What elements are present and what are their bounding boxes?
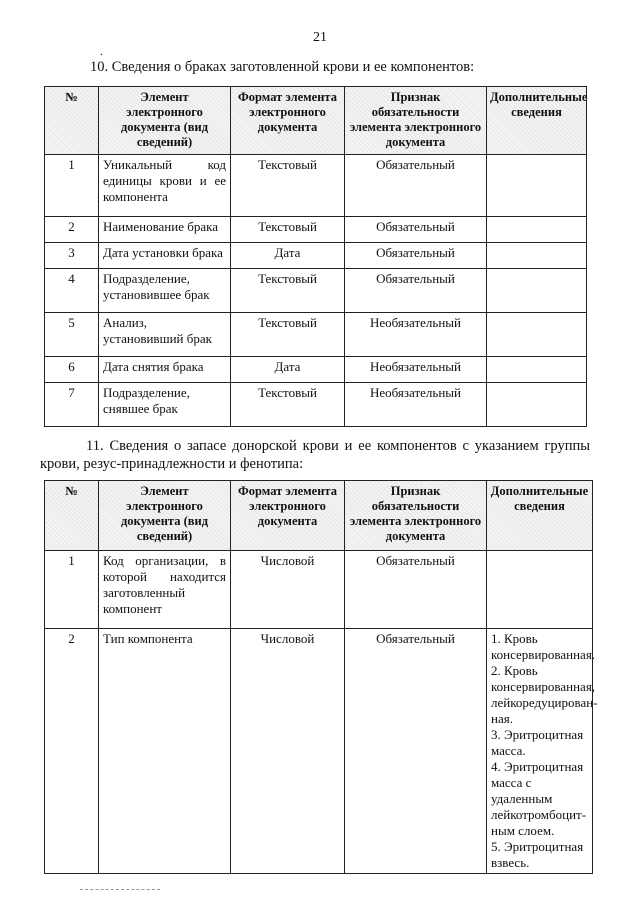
section-11-heading-text: 11. Сведения о запасе донорской крови и ее компонентов с указанием группы крови, резус-принадлежности и фенотипа:	[40, 438, 590, 472]
blood-stock-table	[44, 480, 598, 874]
section-10-heading: 10. Сведения о браках заготовленной крови и ее компонентов:	[90, 59, 475, 75]
row-extra	[487, 383, 587, 427]
row-extra	[487, 551, 593, 629]
col-header-number: №	[45, 87, 99, 155]
row-number: 7	[45, 383, 99, 427]
row-extra	[487, 629, 598, 874]
col-header-required: Признак обязательности элемента электронного документа	[345, 87, 487, 155]
table-row	[45, 313, 587, 357]
component-type-item: 3. Эритроцитная масса.	[491, 727, 584, 758]
table-row	[45, 357, 587, 383]
row-number: 1	[45, 155, 99, 217]
row-element: Наименование брака	[99, 217, 231, 243]
marriage-info-table	[44, 86, 587, 427]
row-number: 4	[45, 269, 99, 313]
row-extra	[487, 243, 587, 269]
row-extra	[487, 155, 587, 217]
row-number: 2	[45, 217, 99, 243]
row-number: 6	[45, 357, 99, 383]
row-extra	[487, 217, 587, 243]
row-element: Уникальный код единицы крови и ее компонента	[99, 155, 231, 217]
scan-mark: .	[100, 44, 103, 58]
col-header-format: Формат элемента электронного документа	[231, 87, 345, 155]
row-extra	[487, 357, 587, 383]
row-format: Числовой	[231, 551, 345, 629]
col-header-element: Элемент электронного документа (вид сведений)	[99, 87, 231, 155]
col-header-required: Признак обязательности элемента электронного документа	[345, 481, 487, 551]
row-format: Текстовый	[231, 155, 345, 217]
row-number: 2	[45, 629, 99, 874]
row-extra	[487, 313, 587, 357]
row-number: 1	[45, 551, 99, 629]
row-format: Дата	[231, 243, 345, 269]
row-element: Подразделение, снявшее брак	[99, 383, 231, 427]
row-element: Подразделение, установившее брак	[99, 269, 231, 313]
col-header-element: Элемент электронного документа (вид сведений)	[99, 481, 231, 551]
table-row	[45, 383, 587, 427]
table-row	[45, 269, 587, 313]
row-format: Дата	[231, 357, 345, 383]
table-row	[45, 551, 593, 629]
row-element: Дата установки брака	[99, 243, 231, 269]
component-type-item: 4. Эритроцитная масса с удаленным лейкотромбоцит-ным слоем.	[491, 759, 587, 838]
row-element: Код организации, в которой находится заготовленный компонент	[99, 551, 231, 629]
section-11-heading	[40, 437, 590, 473]
table-row	[45, 155, 587, 217]
table-row	[45, 629, 593, 874]
component-type-item: 1. Кровь консервированная.	[491, 631, 596, 662]
row-format: Текстовый	[231, 269, 345, 313]
row-format: Текстовый	[231, 383, 345, 427]
table-row	[45, 217, 587, 243]
row-format: Числовой	[231, 629, 345, 874]
row-required: Обязательный	[345, 269, 487, 313]
row-required: Необязательный	[345, 357, 487, 383]
row-element: Дата снятия брака	[99, 357, 231, 383]
col-header-extra: Дополнительные сведения	[487, 87, 587, 155]
row-element: Анализ, установивший брак	[99, 313, 231, 357]
row-format: Текстовый	[231, 313, 345, 357]
footer-divider	[80, 889, 160, 890]
row-required: Необязательный	[345, 383, 487, 427]
row-required: Необязательный	[345, 313, 487, 357]
row-element: Тип компонента	[99, 629, 231, 874]
component-type-item: 5. Эритроцитная взвесь.	[491, 839, 584, 870]
row-number: 5	[45, 313, 99, 357]
row-required: Обязательный	[345, 243, 487, 269]
row-number: 3	[45, 243, 99, 269]
row-required: Обязательный	[345, 551, 487, 629]
col-header-extra: Дополнительные сведения	[487, 481, 593, 551]
col-header-format: Формат элемента электронного документа	[231, 481, 345, 551]
row-required: Обязательный	[345, 217, 487, 243]
col-header-number: №	[45, 481, 99, 551]
row-required: Обязательный	[345, 629, 487, 874]
row-extra	[487, 269, 587, 313]
row-format: Текстовый	[231, 217, 345, 243]
component-type-item: 2. Кровь консервированная, лейкоредуцирован-ная.	[491, 663, 598, 726]
table-header-row	[45, 87, 587, 155]
row-required: Обязательный	[345, 155, 487, 217]
page-number: 21	[313, 30, 327, 45]
table-header-row	[45, 481, 593, 551]
table-row	[45, 243, 587, 269]
